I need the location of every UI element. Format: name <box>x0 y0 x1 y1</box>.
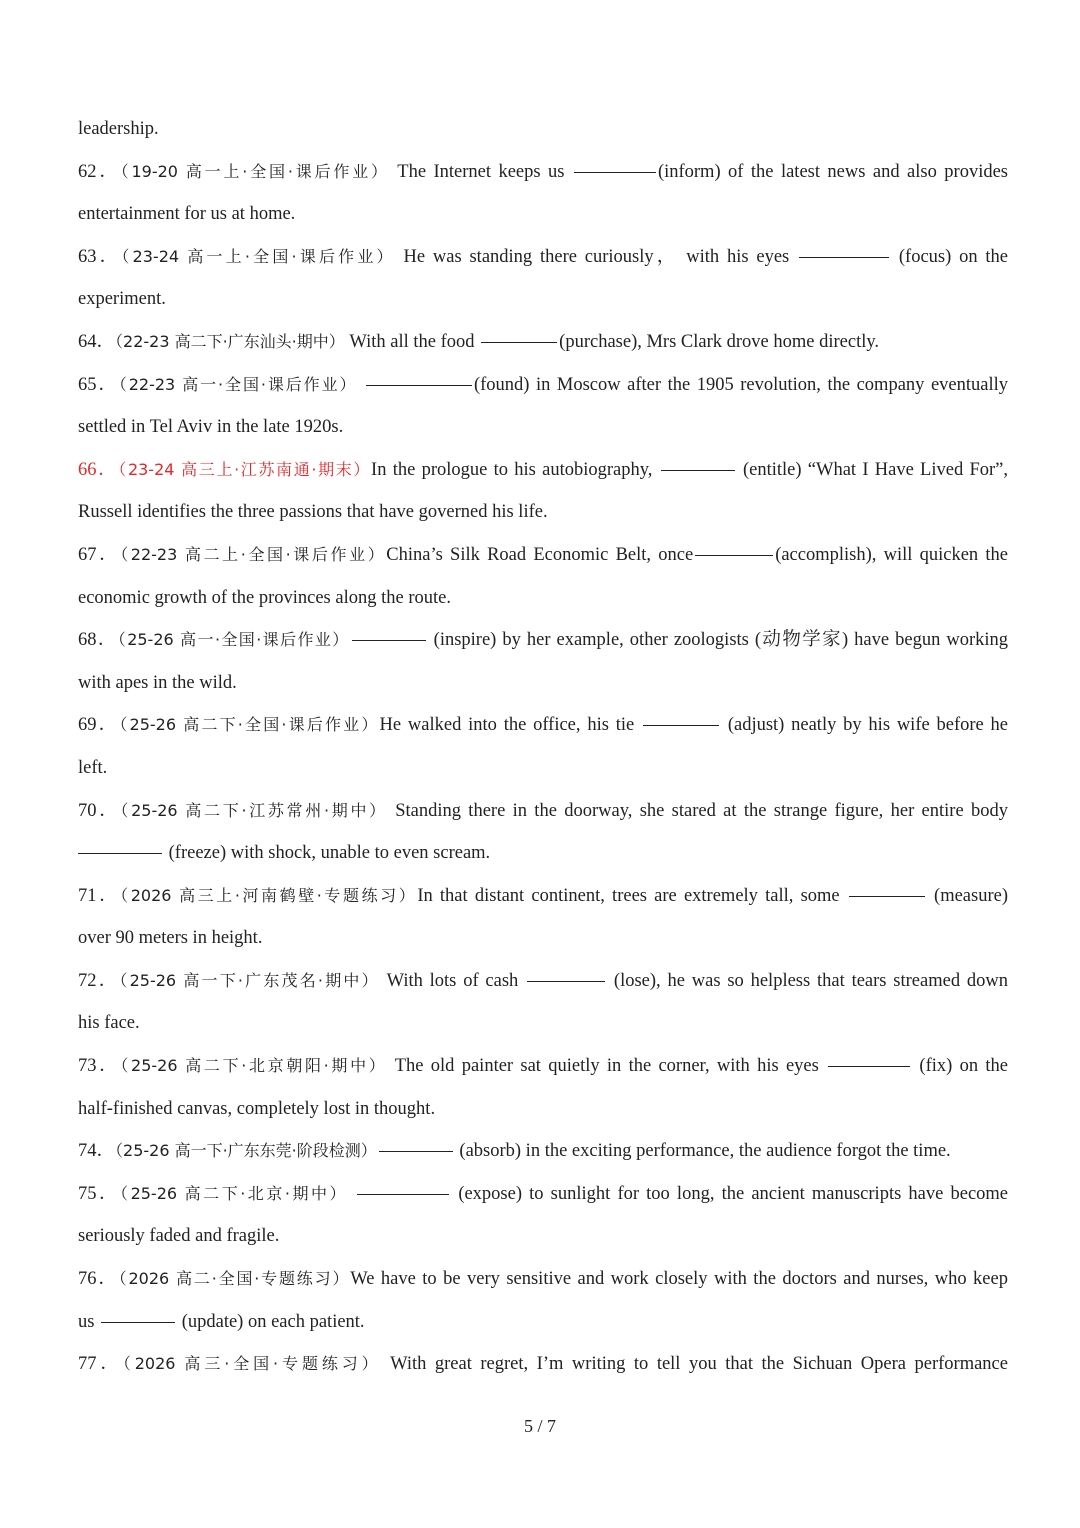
answer-blank <box>101 1322 175 1323</box>
question-64: 64．（22-23 高二下·广东汕头·期中） With all the food (purchase), Mrs Clark drove home directly. <box>78 331 880 352</box>
answer-blank <box>643 725 719 726</box>
question-73: 73．（25-26 高二下·北京朝阳·期中） The old painter sat quietly in the corner, with his eyes (fix) on the <box>78 1056 1008 1077</box>
answer-blank <box>366 385 472 386</box>
question-68: 68．（25-26 高一·全国·课后作业） (inspire) by her example, other zoologists (动物学家) have begun working <box>78 630 1008 651</box>
question-source: （25-26 高一下·广东东莞·阶段检测） <box>115 1141 377 1161</box>
answer-blank <box>481 342 557 343</box>
question-source: （22-23 高一·全国·课后作业） <box>118 374 358 394</box>
question-source: （22-23 高二下·广东汕头·期中） <box>115 331 345 351</box>
question-69-cont: left. <box>78 757 108 778</box>
question-71-cont: over 90 meters in height. <box>78 928 263 949</box>
question-69: 69．（25-26 高二下·全国·课后作业）He walked into the office, his tie (adjust) neatly by his wife before he <box>78 715 1008 736</box>
question-74: 74．（25-26 高一下·广东东莞·阶段检测） (absorb) in the exciting performance, the audience forgot the time. <box>78 1141 951 1162</box>
question-72: 72．（25-26 高一下·广东茂名·期中） With lots of cash (lose), he was so helpless that tears streamed down <box>78 970 1008 991</box>
question-76-cont: us (update) on each patient. <box>78 1311 365 1332</box>
question-75-cont: seriously faded and fragile. <box>78 1226 280 1247</box>
question-63-cont: experiment. <box>78 289 166 310</box>
question-62-cont: entertainment for us at home. <box>78 204 296 225</box>
question-source-highlighted: （23-24 高三上·江苏南通·期末） <box>118 459 372 479</box>
document-body <box>78 108 1008 1386</box>
question-source: （25-26 高一下·广东茂名·期中） <box>119 970 380 990</box>
answer-blank <box>357 1194 449 1195</box>
intro-text: leadership. <box>78 119 159 139</box>
answer-blank <box>379 1151 453 1152</box>
question-source: （2026 高二·全国·专题练习） <box>118 1269 351 1289</box>
answer-blank <box>849 896 925 897</box>
question-67: 67．（22-23 高二上·全国·课后作业）China’s Silk Road Economic Belt, once (accomplish), will quicken the <box>78 544 1008 565</box>
question-source: （25-26 高二下·全国·课后作业） <box>119 715 380 735</box>
question-77: 77．（2026 高三·全国·专题练习） With great regret, I’m writing to tell you that the Sichuan Opera performance <box>78 1354 1008 1375</box>
question-66: 66．（23-24 高三上·江苏南通·期末）In the prologue to his autobiography, (entitle) “What I Have Lived For”, <box>78 459 1008 480</box>
question-68-cont: with apes in the wild. <box>78 672 237 693</box>
answer-blank <box>661 470 735 471</box>
question-source: （25-26 高二下·北京朝阳·期中） <box>120 1056 388 1076</box>
question-73-cont: half-finished canvas, completely lost in thought. <box>78 1098 436 1119</box>
question-65: 65．（22-23 高一·全国·课后作业） (found) in Moscow after the 1905 revolution, the company eventually <box>78 374 1008 395</box>
question-67-cont: economic growth of the provinces along the route. <box>78 587 451 608</box>
answer-blank <box>352 640 426 641</box>
text-line <box>78 108 1008 151</box>
question-source: （2026 高三·全国·专题练习） <box>122 1354 382 1374</box>
answer-blank <box>78 853 162 854</box>
question-source: （23-24 高一上·全国·课后作业） <box>121 246 396 266</box>
question-source: （25-26 高一·全国·课后作业） <box>117 630 350 650</box>
question-source: （19-20 高一上·全国·课后作业） <box>120 161 390 181</box>
question-70: 70．（25-26 高二下·江苏常州·期中） Standing there in the doorway, she stared at the strange figure, her entire body <box>78 800 1008 821</box>
question-66-cont: Russell identifies the three passions that have governed his life. <box>78 502 548 523</box>
question-71: 71．（2026 高三上·河南鹤壁·专题练习）In that distant continent, trees are extremely tall, some (measure) <box>78 885 1008 906</box>
question-76: 76．（2026 高二·全国·专题练习）We have to be very sensitive and work closely with the doctors and nurses, who keep <box>78 1269 1008 1290</box>
question-source: （2026 高三上·河南鹤壁·专题练习） <box>120 885 418 905</box>
question-source: （22-23 高二上·全国·课后作业） <box>120 544 387 564</box>
question-63: 63．（23-24 高一上·全国·课后作业） He was standing there curiously， with his eyes (focus) on the <box>78 246 1008 267</box>
question-65-cont: settled in Tel Aviv in the late 1920s. <box>78 417 344 438</box>
answer-blank <box>527 981 605 982</box>
answer-blank <box>828 1066 910 1067</box>
page-number: 5 / 7 <box>523 1416 556 1436</box>
question-source: （25-26 高二下·江苏常州·期中） <box>120 800 388 820</box>
answer-blank <box>799 257 889 258</box>
question-62: 62．（19-20 高一上·全国·课后作业） The Internet keeps us (inform) of the latest news and also provides <box>78 161 1008 182</box>
question-70-cont: (freeze) with shock, unable to even scream. <box>78 832 1008 875</box>
answer-blank <box>574 172 656 173</box>
question-source: （25-26 高二下·北京·期中） <box>120 1183 348 1203</box>
answer-blank <box>695 555 773 556</box>
question-72-cont: his face. <box>78 1013 140 1034</box>
question-75: 75．（25-26 高二下·北京·期中） (expose) to sunlight for too long, the ancient manuscripts have become <box>78 1183 1008 1204</box>
